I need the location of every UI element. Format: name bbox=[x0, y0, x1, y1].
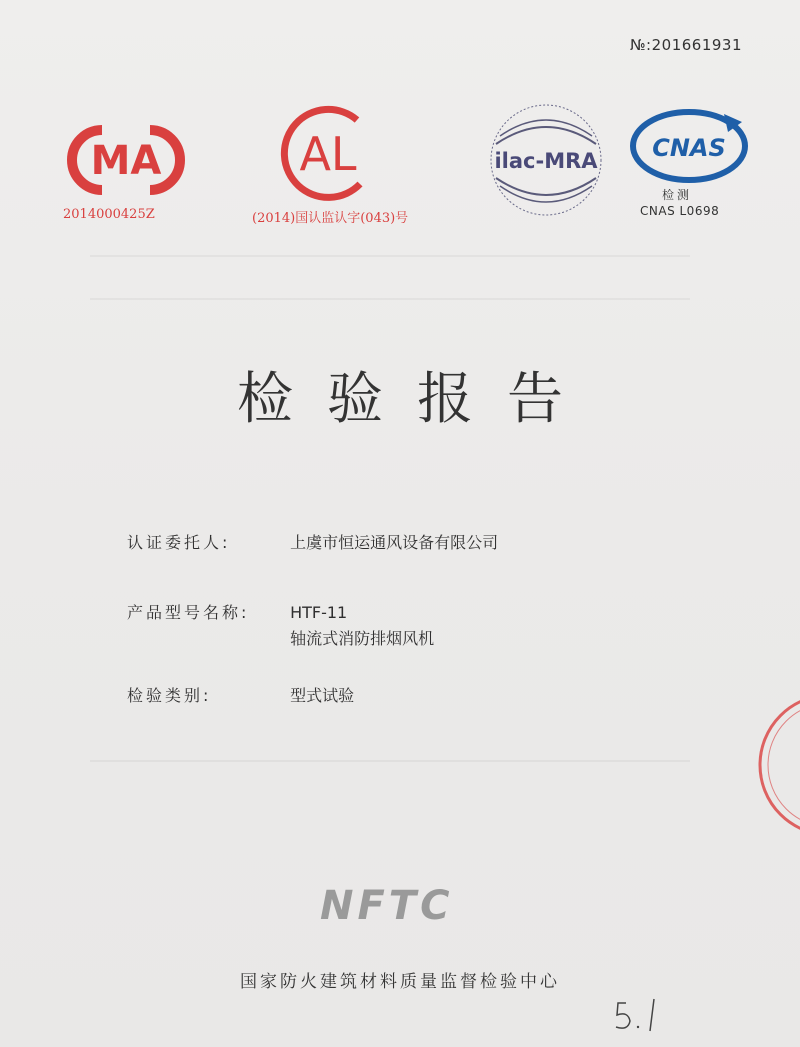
cma-logo-text: MA bbox=[90, 138, 162, 184]
issuing-center-name: 国家防火建筑材料质量监督检验中心 bbox=[240, 972, 560, 992]
handwritten-mark bbox=[612, 995, 672, 1035]
product-row bbox=[127, 600, 434, 652]
inspection-type-value: 型式试验 bbox=[290, 686, 355, 705]
cma-logo bbox=[62, 120, 190, 200]
client-row bbox=[127, 530, 498, 556]
background-bleed-line bbox=[90, 298, 690, 300]
serial-number: №:201661931 bbox=[629, 36, 742, 54]
product-name: 轴流式消防排烟风机 bbox=[290, 629, 435, 648]
nftc-brand-logo: NFTC bbox=[320, 883, 454, 929]
background-bleed-line bbox=[90, 760, 690, 762]
cma-caption: 2014000425Z bbox=[63, 207, 155, 222]
cal-logo bbox=[262, 102, 392, 202]
cal-caption: (2014)国认监认字(043)号 bbox=[252, 211, 409, 226]
cnas-sub-label: 检测 bbox=[662, 188, 693, 202]
cal-logo-text: AL bbox=[299, 127, 357, 181]
inspection-type-label: 检验类别: bbox=[127, 686, 212, 705]
product-label: 产品型号名称: bbox=[127, 603, 250, 622]
inspection-type-row bbox=[127, 683, 354, 709]
product-model: HTF-11 bbox=[290, 603, 348, 622]
cnas-logo-text: CNAS bbox=[652, 134, 726, 162]
ilac-mra-text: ilac-MRA bbox=[494, 149, 598, 173]
cnas-accreditation-number: CNAS L0698 bbox=[640, 204, 720, 218]
client-label: 认证委托人: bbox=[127, 533, 231, 552]
report-title: 检验报告 bbox=[237, 367, 597, 432]
red-seal-stamp bbox=[735, 690, 800, 840]
ilac-mra-logo bbox=[482, 102, 610, 220]
background-bleed-line bbox=[90, 255, 690, 257]
client-value: 上虞市恒运通风设备有限公司 bbox=[290, 533, 499, 552]
